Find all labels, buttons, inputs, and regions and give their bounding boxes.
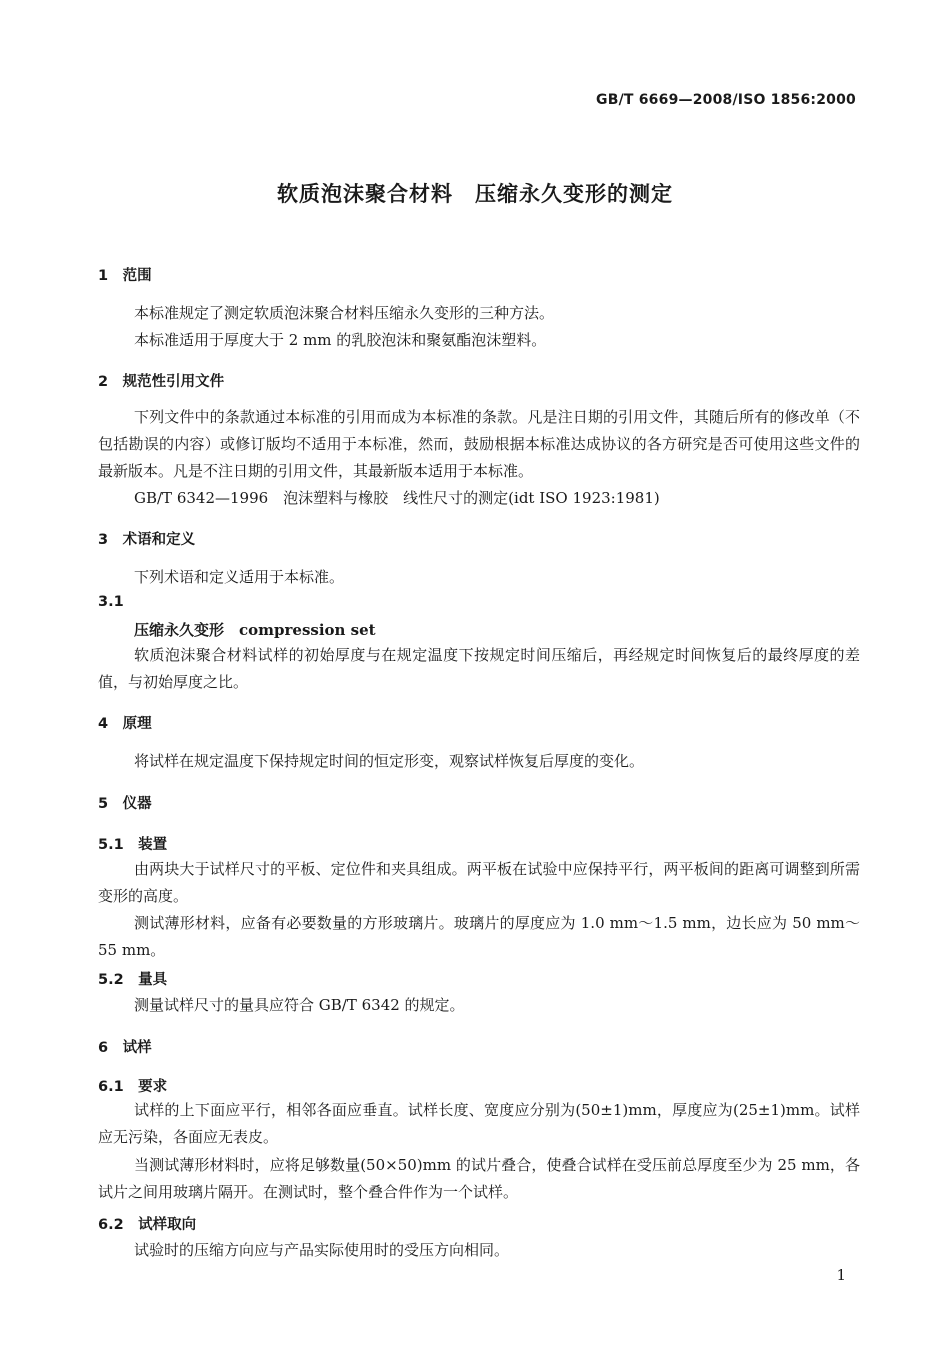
document-title: 软质泡沫聚合材料 压缩永久变形的测定	[277, 182, 673, 206]
section-5-1-para-1: 由两块大于试样尺寸的平板、定位件和夹具组成。两平板在试验中应保持平行，两平板间的距离可调整到所需变形的高度。	[98, 860, 860, 905]
section-6-1-heading: 6.1 要求	[98, 1079, 168, 1095]
section-6-heading: 6 试样	[98, 1040, 152, 1056]
section-5-2-para-1: 测量试样尺寸的量具应符合 GB/T 6342 的规定。	[134, 996, 465, 1014]
section-3-1-number: 3.1	[98, 594, 124, 610]
section-5-heading: 5 仪器	[98, 796, 152, 812]
section-2-reference: GB/T 6342—1996 泡沫塑料与橡胶 线性尺寸的测定(idt ISO 1923:1981)	[134, 489, 660, 507]
term-compression-set: 压缩永久变形 compression set	[134, 621, 376, 639]
section-3-heading: 3 术语和定义	[98, 532, 196, 548]
section-4-heading: 4 原理	[98, 716, 152, 732]
section-1-para-2: 本标准适用于厚度大于 2 mm 的乳胶泡沫和聚氨酯泡沫塑料。	[134, 331, 547, 349]
section-5-2-heading: 5.2 量具	[98, 972, 168, 988]
section-2-para-1: 下列文件中的条款通过本标准的引用而成为本标准的条款。凡是注日期的引用文件，其随后所有的修改单（不包括勘误的内容）或修订版均不适用于本标准，然而，鼓励根据本标准达成协议的各方研究是否可使用这些文件的最新版本。凡是不注日期的引用文件，其最新版本适用于本标准。	[98, 408, 860, 480]
section-6-2-heading: 6.2 试样取向	[98, 1217, 197, 1233]
page-number: 1	[836, 1266, 846, 1284]
section-1-heading: 1 范围	[98, 268, 152, 284]
section-1-para-1: 本标准规定了测定软质泡沫聚合材料压缩永久变形的三种方法。	[134, 304, 555, 322]
section-6-1-para-2: 当测试薄形材料时，应将足够数量(50×50)mm 的试片叠合，使叠合试样在受压前总厚度至少为 25 mm，各试片之间用玻璃片隔开。在测试时，整个叠合件作为一个试样。	[98, 1156, 860, 1201]
section-2-heading: 2 规范性引用文件	[98, 374, 225, 390]
section-3-para-1: 下列术语和定义适用于本标准。	[134, 568, 345, 586]
section-5-1-heading: 5.1 装置	[98, 837, 168, 853]
section-4-para-1: 将试样在规定温度下保持规定时间的恒定形变，观察试样恢复后厚度的变化。	[134, 752, 645, 770]
section-5-1-para-2: 测试薄形材料，应备有必要数量的方形玻璃片。玻璃片的厚度应为 1.0 mm～1.5 mm，边长应为 50 mm～55 mm。	[98, 914, 860, 959]
standard-code: GB/T 6669—2008/ISO 1856:2000	[596, 92, 856, 108]
term-definition: 软质泡沫聚合材料试样的初始厚度与在规定温度下按规定时间压缩后，再经规定时间恢复后的最终厚度的差值，与初始厚度之比。	[98, 646, 860, 691]
section-6-1-para-1: 试样的上下面应平行，相邻各面应垂直。试样长度、宽度应分别为(50±1)mm，厚度应为(25±1)mm。试样应无污染，各面应无表皮。	[98, 1101, 860, 1146]
section-6-2-para-1: 试验时的压缩方向应与产品实际使用时的受压方向相同。	[134, 1241, 510, 1259]
